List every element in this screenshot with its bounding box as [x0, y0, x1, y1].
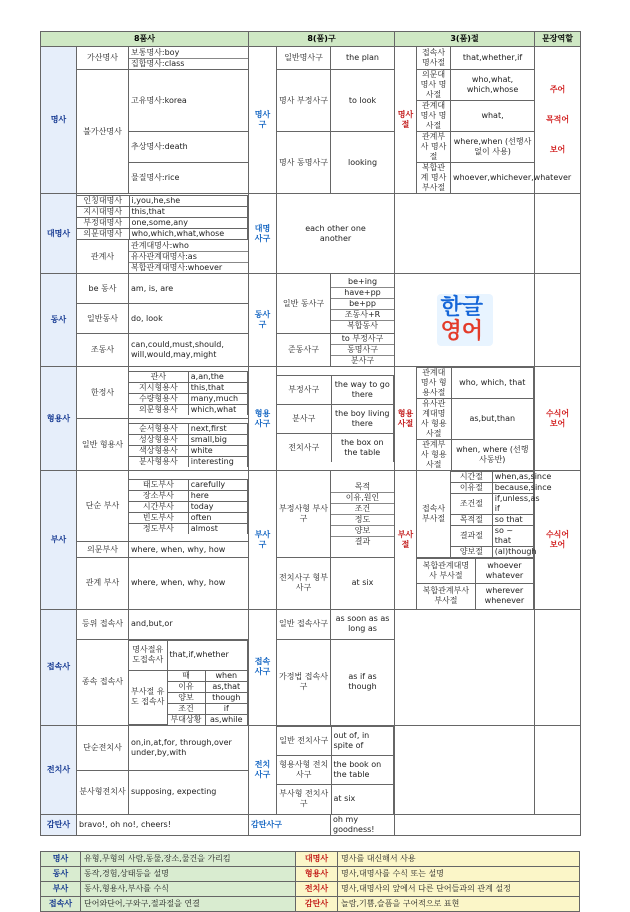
- pronoun-row: [41, 194, 581, 240]
- noun-clause-name: 관계대명사 명사절: [417, 101, 451, 132]
- adv-item-name: 시간부사: [129, 501, 188, 512]
- noun-title: 명사: [41, 47, 77, 194]
- adverb-relative: 관계 부사: [77, 558, 129, 610]
- adj-item-ex: interesting: [188, 456, 247, 467]
- noun-clause-ex: that,whether,if: [451, 47, 535, 70]
- adj-item-name: 수량형용사: [129, 393, 188, 404]
- noun-clause-ex: who,what, which,whose: [451, 70, 535, 101]
- conjunction-phrase-ex: as soon as as long as: [331, 609, 395, 639]
- prep-phrase-ex: the book on the table: [331, 756, 394, 785]
- header-row: [41, 32, 581, 47]
- preposition-phrase-title: 전치사구: [249, 726, 277, 815]
- noun-phrase-ex: to look: [331, 70, 395, 132]
- adv-compound-name: 복합관계부사 부사절: [417, 584, 475, 609]
- adj-phrase-ex: the way to go there: [331, 375, 394, 404]
- adv-inf-item: 결과: [354, 536, 371, 546]
- adj-item-name: 성상형용사: [129, 434, 188, 445]
- adj-item-ex: next,first: [188, 423, 247, 434]
- summary-table: [40, 851, 580, 912]
- noun-countable-items: [129, 47, 249, 70]
- role-complement: 보어: [549, 418, 566, 428]
- adj-clause-ex: as,but,than: [451, 399, 534, 440]
- adjective-limiting: 한정사: [77, 367, 129, 419]
- adj-item-ex: many,much: [188, 393, 247, 404]
- adv-conj-ex: (al)though: [492, 547, 533, 558]
- verb-phrase-item: 복합동사: [347, 320, 378, 330]
- prep-phrase-ex: at six: [331, 785, 394, 814]
- adj-item-ex: which,what: [188, 404, 247, 415]
- adverb-compound-items: [417, 558, 535, 610]
- adv-conj-name: 목적절: [451, 515, 492, 526]
- adverb-title: 부사: [41, 471, 77, 610]
- verb-aux-ex: can,could,must,should, will,would,may,might: [129, 334, 249, 367]
- adj-item-name: 분사형용사: [129, 456, 188, 467]
- adjective-clause-title: 형용사절: [395, 367, 417, 471]
- adv-item-ex: often: [188, 512, 247, 523]
- adv-item-ex: almost: [188, 523, 247, 534]
- adjective-general-items: [129, 419, 249, 471]
- conj-adv-ex: as,that: [205, 681, 248, 692]
- preposition-simple-ex: on,in,at,for, through,over under,by,with: [129, 726, 249, 771]
- summary-key: 접속사: [41, 896, 81, 911]
- pronoun-name: 인칭대명사: [77, 195, 129, 206]
- preposition-participle: 분사형전치사: [77, 770, 129, 814]
- preposition-row: [41, 726, 581, 771]
- adv-inf-item: 조건: [331, 504, 394, 515]
- adj-item-ex: this,that: [188, 382, 247, 393]
- adv-inf-item: 정도: [331, 515, 394, 526]
- adj-clause-ex: when, where (선행사동반): [451, 440, 534, 471]
- summary-key: 형용사: [296, 866, 338, 881]
- header-role: 문장역할: [535, 32, 581, 47]
- adverb-row: [41, 471, 581, 542]
- conjunction-phrase-ex: as if as though: [331, 639, 395, 726]
- adv-item-name: 태도부사: [129, 479, 188, 490]
- adverb-infinitive-items: [331, 471, 395, 558]
- noun-phrase-name: 명사 부정사구: [277, 70, 331, 132]
- conj-adv-name: 이유: [167, 681, 205, 692]
- adjective-role: [535, 367, 581, 471]
- adv-conj-ex: because,since: [492, 483, 533, 494]
- noun-clause-ex: whoever,whichever,whatever: [451, 163, 535, 194]
- header-clause: 3(품)절: [395, 32, 535, 47]
- preposition-title: 전치사: [41, 726, 77, 815]
- noun-phrase-ex: the plan: [331, 47, 395, 70]
- adj-phrase-name: 전치사구: [277, 433, 331, 462]
- noun-clause-ex: where,when (선행사없이 사용): [451, 132, 535, 163]
- adv-inf-item: 목적: [331, 482, 394, 493]
- adverb-prep-phrase: 전치사구 형부사구: [277, 558, 331, 610]
- noun-clause-name: 의문대명사 명사절: [417, 70, 451, 101]
- adverb-interrogative-ex: where, when, why, how: [129, 542, 249, 558]
- adj-item-name: 의문형용사: [129, 404, 188, 415]
- adverb-relative-ex: where, when, why, how: [129, 558, 249, 610]
- header-pos: 8품사: [41, 32, 249, 47]
- adv-compound-ex: wherever whenever: [475, 584, 533, 609]
- role-modifier: 수식어: [545, 408, 570, 418]
- summary-row: [41, 866, 580, 881]
- adj-item-name: 순서형용사: [129, 423, 188, 434]
- logo-bottom-text: 영어: [440, 319, 484, 344]
- verb-general-phrase: 일반 동사구: [277, 274, 331, 334]
- pronoun-title: 대명사: [41, 194, 77, 274]
- adv-conj-ex: so ~ that: [492, 526, 533, 547]
- conjunction-phrase-name: 가정법 접속사구: [277, 639, 331, 726]
- adverb-infinitive-phrase: 부정사형 부사구: [277, 471, 331, 558]
- conj-adv-name: 부대상황: [167, 714, 205, 725]
- verb-general-ex: do, look: [129, 304, 249, 334]
- adv-conj-name: 조건절: [451, 494, 492, 515]
- pronoun-name: 지시대명사: [77, 206, 129, 217]
- noun-countable-item: 집합명사:class: [131, 58, 185, 68]
- summary-key: 동사: [41, 866, 81, 881]
- adj-item-name: 지시형용사: [129, 382, 188, 393]
- verb-be-name: be 동사: [77, 274, 129, 304]
- verb-be-ex: am, is, are: [129, 274, 249, 304]
- hangul-english-logo: [437, 294, 493, 346]
- adv-inf-item: 이유,원인: [331, 493, 394, 504]
- noun-uncountable-item: 물질명사:rice: [129, 163, 249, 194]
- noun-role: [535, 47, 581, 194]
- noun-uncountable-item: 추상명사:death: [129, 132, 249, 163]
- summary-key: 명사: [41, 851, 81, 866]
- verb-role-empty: [535, 274, 581, 367]
- verb-general-phrase-items: [331, 274, 395, 334]
- pronoun-ex: one,some,any: [129, 217, 248, 228]
- adj-item-name: 관사: [129, 371, 188, 382]
- pronoun-relative-item: 복합관계대명사:whoever: [131, 262, 223, 272]
- interjection-ex: bravo!, oh no!, cheers!: [77, 814, 249, 835]
- adjective-limiting-items: [129, 367, 249, 419]
- adj-item-ex: a,an,the: [188, 371, 247, 382]
- preposition-phrases: [277, 726, 395, 815]
- noun-clause-name: 복합관계 명사부사절: [417, 163, 451, 194]
- pronoun-clause-empty: [395, 194, 535, 274]
- adverb-prep-ex: at six: [331, 558, 395, 610]
- conjunction-phrase-name: 일반 접속사구: [277, 609, 331, 639]
- role-modifier: 수식어: [545, 529, 570, 539]
- parts-of-speech-table: [40, 31, 581, 836]
- grammar-chart: [40, 31, 580, 912]
- conj-adv-name: 양보: [167, 692, 205, 703]
- adv-conj-name: 결과절: [451, 526, 492, 547]
- verb-semi-item: to 부정사구: [331, 334, 394, 345]
- prep-phrase-name: 일반 전치사구: [277, 727, 331, 756]
- summary-value: 단어와단어,구와구,절과절을 연결: [81, 896, 296, 911]
- verb-logo-cell: [395, 274, 535, 367]
- pronoun-role-empty: [535, 194, 581, 274]
- adv-conj-name: 시간절: [451, 472, 492, 483]
- adj-phrase-name: 분사구: [277, 404, 331, 433]
- pronoun-phrase-ex: each other one another: [277, 194, 395, 274]
- summary-value: 명사,대명사의 앞에서 다른 단어들과의 관계 설정: [338, 881, 580, 896]
- role-object: 목적어: [545, 115, 570, 124]
- summary-key: 부사: [41, 881, 81, 896]
- noun-uncountable-item: 고유명사:korea: [129, 70, 249, 132]
- summary-row: [41, 851, 580, 866]
- conjunction-coord-ex: and,but,or: [129, 609, 249, 639]
- interjection-phrase-title: 감탄사구: [249, 814, 331, 835]
- adv-conj-name: 이유절: [451, 483, 492, 494]
- pronoun-relative-item: 유사관계대명사:as: [129, 252, 248, 263]
- preposition-clause-empty: [395, 726, 535, 815]
- conjunction-phrase-title: 접속사구: [249, 609, 277, 726]
- pronoun-ex: i,you,he,she: [129, 195, 248, 206]
- verb-row: [41, 274, 581, 304]
- noun-clause-name: 접속사 명사절: [417, 47, 451, 70]
- pronoun-phrase-title: 대명사구: [249, 194, 277, 274]
- adjective-phrases: [277, 367, 395, 471]
- conj-noun-clause-ex: that,if,whether: [167, 640, 248, 670]
- noun-clause-ex: what,: [451, 101, 535, 132]
- noun-phrase-name: 명사 동명사구: [277, 132, 331, 194]
- adverb-simple-items: [129, 471, 249, 542]
- summary-key: 대명사: [296, 851, 338, 866]
- preposition-participle-ex: supposing, expecting: [129, 770, 249, 814]
- pronoun-rows: [77, 194, 249, 240]
- adj-item-ex: white: [188, 445, 247, 456]
- adv-item-ex: here: [188, 490, 247, 501]
- pronoun-ex: who,which,what,whose: [129, 228, 248, 239]
- interjection-title: 감탄사: [41, 814, 77, 835]
- prep-phrase-ex: out of, in spite of: [331, 727, 394, 756]
- noun-row: [41, 47, 581, 70]
- role-complement: 보어: [549, 145, 566, 154]
- noun-uncountable: 불가산명사: [77, 70, 129, 194]
- prep-phrase-name: 부사형 전치사구: [277, 785, 331, 814]
- verb-semi-phrase: 준동사구: [277, 334, 331, 367]
- noun-phrase-title: 명사구: [249, 47, 277, 194]
- adv-conj-ex: if,unless,as if: [492, 494, 533, 515]
- summary-row: [41, 896, 580, 911]
- adjective-clauses: [417, 367, 535, 471]
- interjection-empty: [395, 814, 581, 835]
- conjunction-coord: 등위 접속사: [77, 609, 129, 639]
- conjunction-row: [41, 609, 581, 639]
- adjective-phrase-title: 형용사구: [249, 367, 277, 471]
- verb-phrase-title: 동사구: [249, 274, 277, 367]
- conj-adv-name: 조건: [167, 703, 205, 714]
- summary-value: 유형,무형의 사람,동물,장소,물건을 가리킴: [81, 851, 296, 866]
- adj-clause-ex: who, which, that: [451, 368, 534, 399]
- adj-clause-name: 유사관계대명사 형용사절: [417, 399, 451, 440]
- preposition-role-empty: [535, 726, 581, 815]
- summary-key: 전치사: [296, 881, 338, 896]
- adv-item-name: 장소부사: [129, 490, 188, 501]
- summary-value: 명사를 대신해서 사용: [338, 851, 580, 866]
- noun-phrase-name: 일반명사구: [277, 47, 331, 70]
- logo-top-text: 한글: [440, 295, 484, 320]
- header-phrase: 8(품)구: [249, 32, 395, 47]
- role-complement: 보어: [549, 539, 566, 549]
- summary-row: [41, 881, 580, 896]
- adv-item-ex: carefully: [188, 479, 247, 490]
- interjection-row: [41, 814, 581, 835]
- summary-value: 동사,형용사,부사를 수식: [81, 881, 296, 896]
- noun-countable: 가산명사: [77, 47, 129, 70]
- noun-clause-name: 관계부사 명사절: [417, 132, 451, 163]
- conjunction-title: 접속사: [41, 609, 77, 726]
- pronoun-relative: 관계사: [77, 240, 129, 274]
- adjective-title: 형용사: [41, 367, 77, 471]
- verb-phrase-item: be+ing: [331, 277, 394, 288]
- adv-compound-ex: whoever whatever: [475, 559, 533, 584]
- verb-phrase-item: have+pp: [331, 288, 394, 299]
- adj-phrase-ex: the box on the table: [331, 433, 394, 462]
- adv-inf-item: 양보: [331, 526, 394, 537]
- adverb-phrase-title: 부사구: [249, 471, 277, 610]
- verb-phrase-item: be+pp: [331, 299, 394, 310]
- conj-adv-ex: when: [205, 670, 248, 681]
- pronoun-relative-items: [129, 240, 249, 274]
- pronoun-relative-item: 관계대명사:who: [129, 241, 248, 252]
- adj-item-ex: small,big: [188, 434, 247, 445]
- adv-compound-name: 복합관계대명사 부사절: [417, 559, 475, 584]
- verb-aux-name: 조동사: [77, 334, 129, 367]
- adv-conj-ex: when,as,since: [492, 472, 533, 483]
- adverb-interrogative: 의문부사: [77, 542, 129, 558]
- verb-general-name: 일반동사: [77, 304, 129, 334]
- adv-conj-name: 양보절: [451, 547, 492, 558]
- conj-adv-name: 때: [167, 670, 205, 681]
- verb-semi-phrase-items: [331, 334, 395, 367]
- conj-adv-ex: if: [205, 703, 248, 714]
- noun-clause-title: 명사절: [395, 47, 417, 194]
- conjunction-subord-detail: [129, 639, 249, 726]
- adjective-general: 일반 형용사: [77, 419, 129, 471]
- adv-item-name: 정도부사: [129, 523, 188, 534]
- adv-item-ex: today: [188, 501, 247, 512]
- adj-clause-name: 관계부사 형용사절: [417, 440, 451, 471]
- verb-title: 동사: [41, 274, 77, 367]
- conj-adv-ex: as,while: [205, 714, 248, 725]
- summary-value: 명사,대명사를 수식 또는 설명: [338, 866, 580, 881]
- conjunction-role-empty: [535, 609, 581, 726]
- verb-semi-item: 분사구: [350, 356, 375, 365]
- adj-item-name: 색상형용사: [129, 445, 188, 456]
- pronoun-name: 부정대명사: [77, 217, 129, 228]
- conjunction-subord: 종속 접속사: [77, 639, 129, 726]
- interjection-phrase-ex: oh my goodness!: [331, 814, 395, 835]
- pronoun-name: 의문대명사: [77, 228, 129, 239]
- adverb-row: [41, 558, 581, 610]
- preposition-simple: 단순전치사: [77, 726, 129, 771]
- noun-row: [41, 70, 581, 101]
- verb-semi-item: 동명사구: [331, 345, 394, 356]
- adverb-simple: 단순 부사: [77, 471, 129, 542]
- pronoun-ex: this,that: [129, 206, 248, 217]
- adj-phrase-name: 부정사구: [277, 375, 331, 404]
- verb-phrase-item: 조동사+R: [331, 310, 394, 321]
- adv-conj-ex: so that: [492, 515, 533, 526]
- adverb-clause-title: 부사절: [395, 471, 417, 610]
- adjective-row: [41, 367, 581, 419]
- noun-countable-item: 보통명사:boy: [129, 48, 248, 59]
- adj-clause-name: 관계대명사 형용사절: [417, 368, 451, 399]
- conj-noun-clause: 명사절유도접속사: [129, 640, 167, 670]
- summary-key: 감탄사: [296, 896, 338, 911]
- adverb-conj-items: [451, 471, 552, 558]
- conj-adv-ex: though: [205, 692, 248, 703]
- conj-adv-clause: 부사절 유도 접속사: [129, 670, 167, 725]
- summary-value: 동작,경험,상태등을 설명: [81, 866, 296, 881]
- summary-value: 놀람,기쁨,슬픔을 구어적으로 표현: [338, 896, 580, 911]
- role-subject: 주어: [549, 85, 566, 94]
- adj-phrase-ex: the boy living there: [331, 404, 394, 433]
- noun-phrase-ex: looking: [331, 132, 395, 194]
- prep-phrase-name: 형용사형 전치사구: [277, 756, 331, 785]
- adverb-conj-clause: 접속사 부사절: [417, 471, 451, 558]
- adv-item-name: 빈도부사: [129, 512, 188, 523]
- conjunction-clause-empty: [395, 609, 535, 726]
